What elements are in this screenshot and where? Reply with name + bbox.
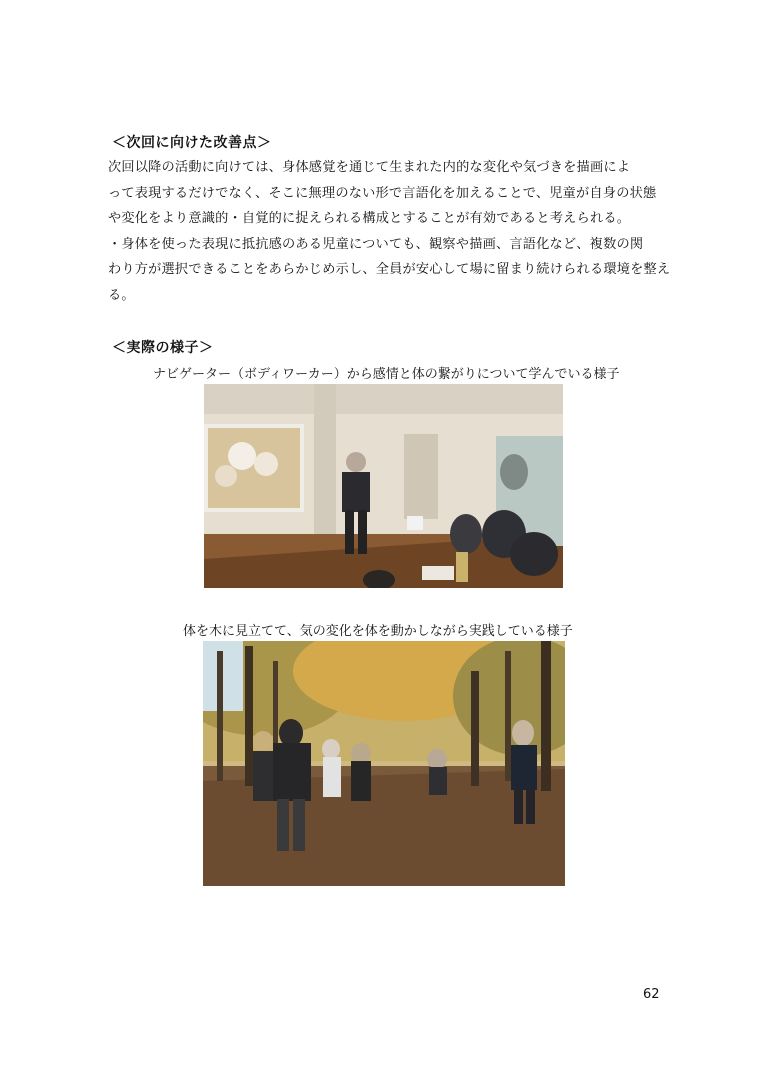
improvement-line: ・身体を使った表現に抵抗感のある児童についても、観察や描画、言語化など、複数の関 (108, 236, 644, 252)
improvement-heading: ＜次回に向けた改善点＞ (112, 135, 272, 151)
page-number: 62 (643, 987, 660, 1002)
indoor-workshop-photo (204, 384, 563, 588)
improvement-line: って表現するだけでなく、そこに無理のない形で言語化を加えることで、児童が自身の状態 (108, 185, 657, 201)
actual-heading: ＜実際の様子＞ (112, 340, 214, 356)
improvement-line: や変化をより意識的・自覚的に捉えられる構成とすることが有効であると考えられる。 (108, 211, 631, 227)
improvement-line: わり方が選択できることをあらかじめ示し、全員が安心して場に留まり続けられる環境を整え (108, 262, 671, 278)
photo-caption-1: ナビゲーター（ボディワーカー）から感情と体の繋がりについて学んでいる様子 (153, 367, 620, 382)
improvement-paragraph (108, 155, 671, 309)
photo-caption-2: 体を木に見立てて、気の変化を体を動かしながら実践している様子 (183, 624, 573, 639)
forest-activity-photo (203, 641, 565, 886)
improvement-line: 次回以降の活動に向けては、身体感覚を通じて生まれた内的な変化や気づきを描画によ (108, 160, 631, 175)
improvement-line: る。 (108, 287, 135, 303)
